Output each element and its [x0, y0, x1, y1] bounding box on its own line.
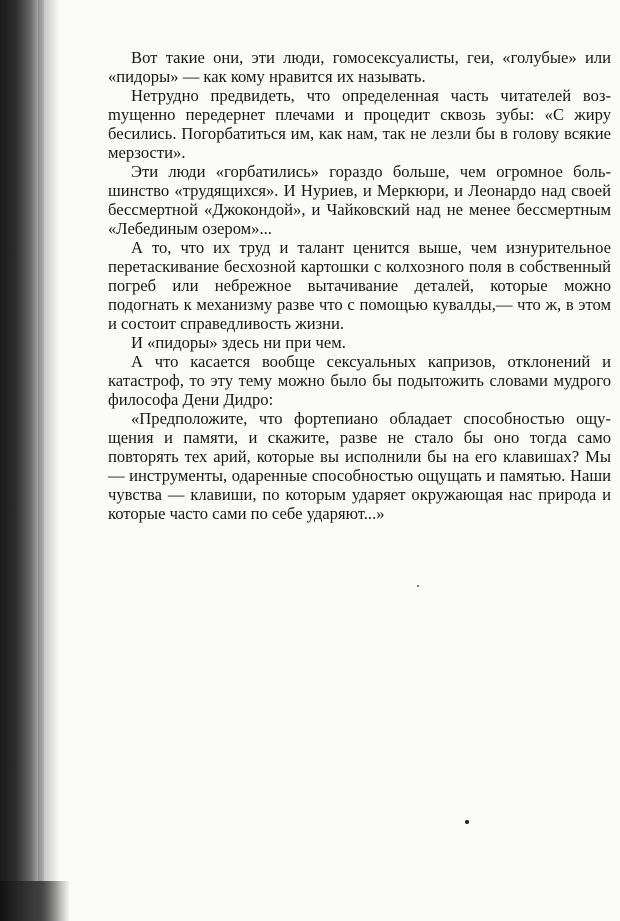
- scan-speck: [465, 820, 469, 824]
- paragraph: Нетрудно предвидеть, что определенная часть читателей возmущенно передернет плечами и процедит сквозь зубы: «С жиру бесились. Погорбатиться им, как нам, так не лезли бы в голову всякие мерзости».: [108, 86, 611, 162]
- paragraph: Эти люди «горбатились» гораздо больше, чем огромное большинство «трудящихся». И Нуриев, и Меркюри, и Леонардо над своей бессмертной «Джокондой», и Чайковский над не менее бессмертным «Лебединым озером»...: [108, 162, 611, 238]
- scan-speck: [417, 585, 419, 587]
- quote-paragraph: «Предположите, что фортепиано обладает способностью ощущения и памяти, и скажите, разве не стало бы оно тогда само повторять тех арий, которые вы исполнили бы на его клавишах? Мы — инструменты, одаренные способностью ощущать и памятью. Наши чувства — клавиши, по которым ударяет окружающая нас природа и которые часто сами по себе ударяют...»: [108, 409, 611, 523]
- paragraph: А что касается вообще сексуальных капризов, отклонений и катастроф, то эту тему можно было бы подытожить словами мудрого философа Дени Дидро:: [108, 352, 611, 409]
- body-text: [108, 48, 611, 523]
- paragraph: А то, что их труд и талант ценится выше, чем изнурительное перетаскивание бесхозной картошки с колхозного поля в собственный погреб или небрежное вытачивание деталей, которые можно подогнать к механизму разве что с помощью кувалды,— что ж, в этом и состоит справедливость жизни.: [108, 238, 611, 333]
- binding-shadow: [38, 0, 60, 921]
- paragraph: Вот такие они, эти люди, гомосексуалисты, геи, «голубые» или «пидоры» — как кому нравится их называть.: [108, 48, 611, 86]
- corner-shadow: [0, 881, 70, 921]
- paragraph: И «пидоры» здесь ни при чем.: [131, 333, 346, 352]
